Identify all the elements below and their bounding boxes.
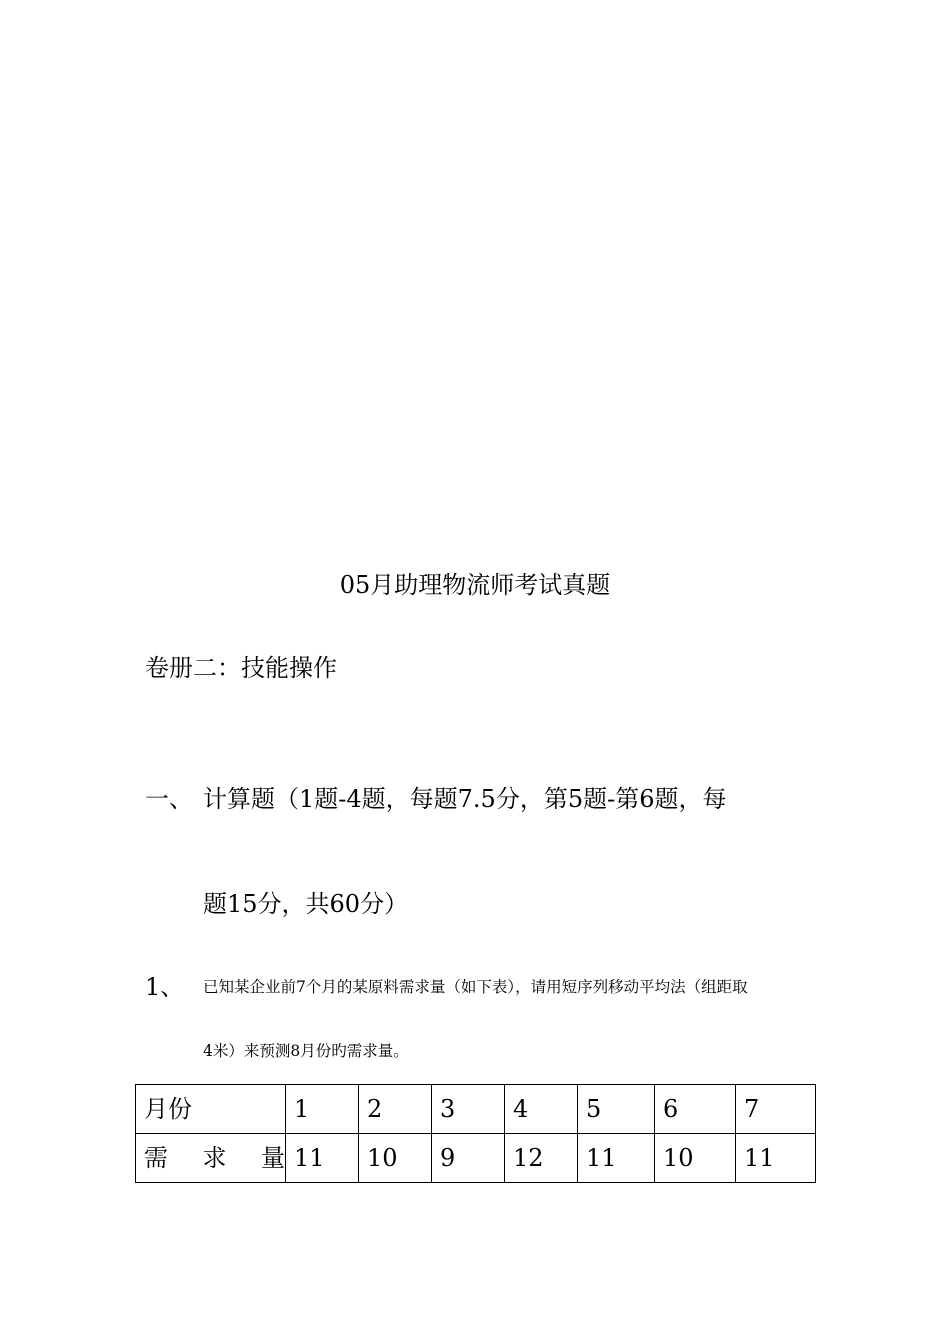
month-cell: 2 — [359, 1085, 432, 1134]
month-header-cell: 月份 — [136, 1085, 286, 1134]
month-cell: 6 — [655, 1085, 736, 1134]
month-cell: 1 — [286, 1085, 359, 1134]
question-number: 1、 — [145, 973, 185, 1001]
demand-label-char: 求 — [202, 1144, 227, 1172]
demand-cell: 10 — [359, 1134, 432, 1183]
section-heading-line2: 题15分，共60分） — [203, 890, 409, 918]
demand-label-char: 量 — [261, 1144, 285, 1172]
demand-cell: 11 — [578, 1134, 655, 1183]
section-heading-line1: 计算题（1题-4题，每题7.5分，第5题-第6题，每 — [203, 785, 727, 813]
month-cell: 4 — [505, 1085, 578, 1134]
demand-header-cell — [136, 1134, 286, 1183]
month-cell: 5 — [578, 1085, 655, 1134]
table-row-months — [136, 1085, 816, 1134]
month-cell: 7 — [736, 1085, 816, 1134]
demand-cell: 9 — [432, 1134, 505, 1183]
question-text-line1: 已知某企业前7个月的某原料需求量（如下表），请用短序列移动平均法（组距取 — [203, 978, 748, 996]
demand-table — [135, 1084, 816, 1183]
demand-cell: 11 — [736, 1134, 816, 1183]
demand-label-char: 需 — [144, 1144, 168, 1172]
demand-cell: 10 — [655, 1134, 736, 1183]
document-title: 05月助理物流师考试真题 — [339, 571, 611, 599]
section-number: 一、 — [145, 785, 193, 813]
question-text-line2: 4米）来预测8月份旳需求量。 — [203, 1042, 409, 1060]
demand-label — [144, 1144, 285, 1172]
table-row-demand — [136, 1134, 816, 1183]
demand-cell: 12 — [505, 1134, 578, 1183]
demand-cell: 11 — [286, 1134, 359, 1183]
month-cell: 3 — [432, 1085, 505, 1134]
volume-heading: 卷册二：技能操作 — [145, 654, 337, 682]
